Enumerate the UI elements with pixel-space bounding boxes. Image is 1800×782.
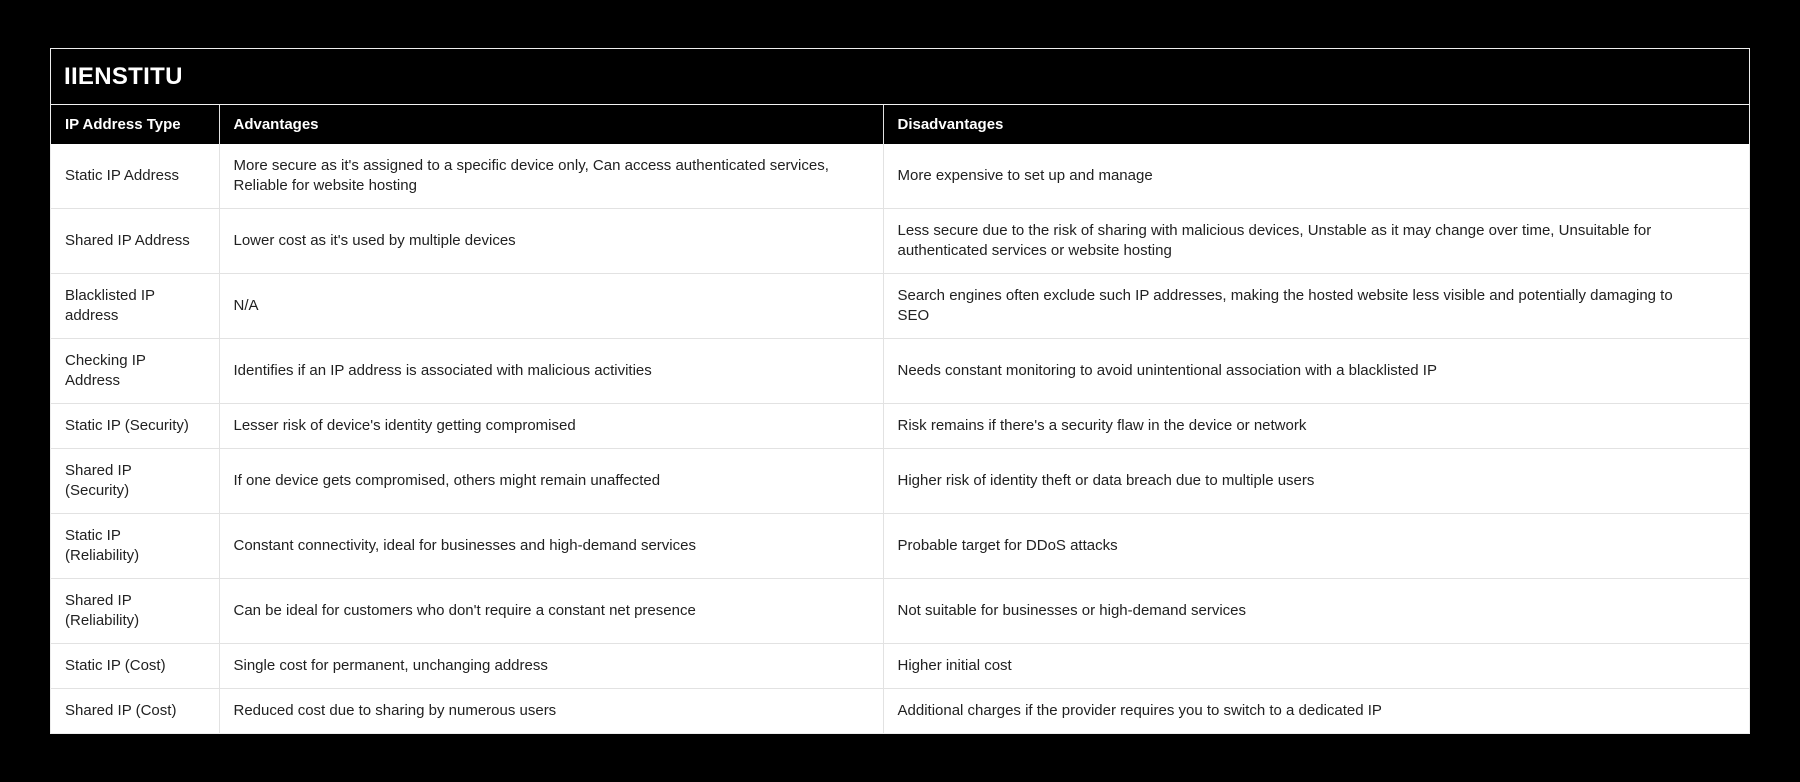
cell-disadvantages: Higher risk of identity theft or data breach due to multiple users [883,449,1749,514]
cell-advantages: If one device gets compromised, others might remain unaffected [219,449,883,514]
ip-comparison-table [51,104,1749,733]
table-row [51,689,1749,734]
header-row [51,105,1749,145]
table-row [51,514,1749,579]
cell-disadvantages: More expensive to set up and manage [883,144,1749,209]
cell-ip-type: Checking IP Address [51,339,219,404]
cell-ip-type: Blacklisted IP address [51,274,219,339]
cell-disadvantages: Risk remains if there's a security flaw in the device or network [883,404,1749,449]
cell-disadvantages: Not suitable for businesses or high-demand services [883,579,1749,644]
cell-ip-type: Shared IP (Reliability) [51,579,219,644]
cell-ip-type: Static IP (Security) [51,404,219,449]
brand-title: IIENSTITU [51,49,1749,104]
cell-advantages: Constant connectivity, ideal for businesses and high-demand services [219,514,883,579]
table-row [51,404,1749,449]
table-row [51,209,1749,274]
cell-disadvantages: Search engines often exclude such IP addresses, making the hosted website less visible and potentially damaging to SEO [883,274,1749,339]
column-header-advantages: Advantages [219,105,883,145]
ip-comparison-table-card [50,48,1750,734]
cell-ip-type: Shared IP Address [51,209,219,274]
cell-ip-type: Static IP Address [51,144,219,209]
cell-disadvantages: Additional charges if the provider requires you to switch to a dedicated IP [883,689,1749,734]
table-row [51,579,1749,644]
cell-ip-type: Static IP (Reliability) [51,514,219,579]
cell-advantages: Lesser risk of device's identity getting compromised [219,404,883,449]
cell-advantages: Reduced cost due to sharing by numerous users [219,689,883,734]
cell-advantages: Can be ideal for customers who don't require a constant net presence [219,579,883,644]
cell-ip-type: Static IP (Cost) [51,644,219,689]
column-header-ip-address-type: IP Address Type [51,105,219,145]
cell-advantages: Identifies if an IP address is associated with malicious activities [219,339,883,404]
table-header [51,105,1749,145]
cell-ip-type: Shared IP (Cost) [51,689,219,734]
cell-disadvantages: Needs constant monitoring to avoid unintentional association with a blacklisted IP [883,339,1749,404]
table-row [51,274,1749,339]
table-row [51,644,1749,689]
table-row [51,144,1749,209]
cell-advantages: Single cost for permanent, unchanging address [219,644,883,689]
cell-ip-type: Shared IP (Security) [51,449,219,514]
cell-disadvantages: Higher initial cost [883,644,1749,689]
table-row [51,449,1749,514]
cell-disadvantages: Less secure due to the risk of sharing with malicious devices, Unstable as it may change over time, Unsuitable for authenticated services or website hosting [883,209,1749,274]
cell-disadvantages: Probable target for DDoS attacks [883,514,1749,579]
table-body [51,144,1749,733]
table-row [51,339,1749,404]
cell-advantages: Lower cost as it's used by multiple devices [219,209,883,274]
column-header-disadvantages: Disadvantages [883,105,1749,145]
cell-advantages: More secure as it's assigned to a specific device only, Can access authenticated services, Reliable for website hosting [219,144,883,209]
cell-advantages: N/A [219,274,883,339]
